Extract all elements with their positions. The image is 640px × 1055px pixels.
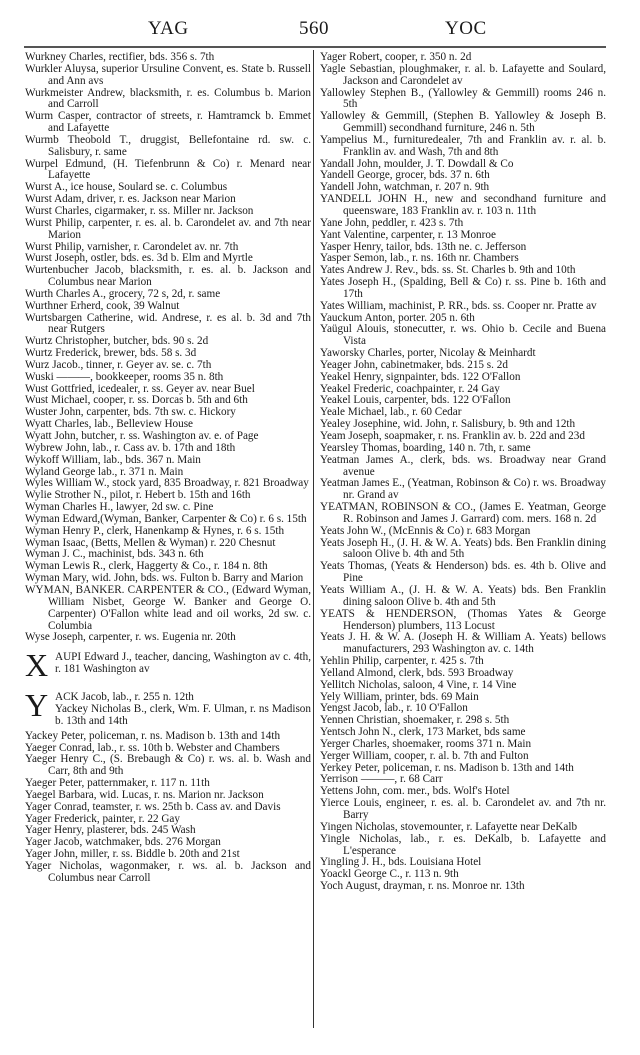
directory-entry: Wyman Lewis R., clerk, Haggerty & Co., r. 184 n. 8th (25, 560, 268, 573)
directory-entry: Wuster John, carpenter, bds. 7th sw. c. Hickory (25, 406, 236, 419)
directory-entry: Yager Frederick, painter, r. 22 Gay (25, 812, 180, 825)
left-column (25, 52, 311, 885)
directory-entry: Yengst Jacob, lab., r. 10 O'Fallon (320, 702, 468, 715)
directory-entry: Yallowley & Gemmill, (Stephen B. Yallowley & Joseph B. Gemmill) secondhand furniture, 246 n. 5th (320, 110, 606, 135)
directory-entry: Yager Robert, cooper, r. 350 n. 2d (320, 51, 472, 63)
directory-entry: Yackey Peter, policeman, r. ns. Madison b. 13th and 14th (25, 729, 281, 742)
directory-entry: Yeager John, cabinetmaker, bds. 215 s. 2d (320, 358, 508, 371)
directory-entry: Wurmb Theobold T., druggist, Bellefontaine rd. sw. c. Salisbury, r. same (25, 133, 311, 158)
directory-entry: Yauckum Anton, porter. 205 n. 6th (320, 311, 475, 324)
directory-entry: Wurtenbucher Jacob, blacksmith, r. es. al. b. Jackson and Columbus near Marion (25, 264, 311, 289)
directory-entry: Yampelius M., furnituredealer, 7th and Franklin av. r. al. b. Franklin av. and Wash, 7th and 8th (320, 133, 606, 158)
directory-entry: Yager Jacob, watchmaker, bds. 276 Morgan (25, 836, 221, 849)
directory-entry: Wyman Mary, wid. John, bds. ws. Fulton b. Barry and Marion (25, 572, 304, 585)
directory-entry: Yant Valentine, carpenter, r. 13 Monroe (320, 228, 496, 241)
directory-entry: Wurthner Erherd, cook, 39 Walnut (25, 299, 180, 312)
directory-entry: Wurpel Edmund, (H. Tiefenbrunn & Co) r. Menard near Lafayette (25, 157, 311, 182)
directory-entry: Yingling J. H., bds. Louisiana Hotel (320, 856, 482, 869)
directory-entry: Wuski ———, bookkeeper, rooms 35 n. 8th (25, 370, 224, 383)
directory-entry: Wyman Henry P., clerk, Hanenkamp & Hynes, r. 6 s. 15th (25, 524, 285, 537)
directory-entry: Wyles William W., stock yard, 835 Broadway, r. 821 Broadway (25, 477, 309, 490)
directory-entry: Wurst Joseph, ostler, bds. es. 3d b. Elm and Myrtle (25, 252, 253, 265)
right-column (320, 52, 606, 893)
directory-entry: Yaeger Henry C., (S. Brebaugh & Co) r. ws. al. b. Wash and Carr, 8th and 9th (25, 753, 311, 778)
directory-entry: Wyman J. C., machinist, bds. 343 n. 6th (25, 548, 204, 561)
directory-entry: Yeakel Frederic, coachpainter, r. 24 Gay (320, 382, 500, 395)
directory-entry: Wurst Philip, carpenter, r. es. al. b. Carondelet av. and 7th near Marion (25, 216, 311, 241)
directory-entry: YEATS & HENDERSON, (Thomas Yates & George Henderson) plumbers, 113 Locust (320, 607, 606, 632)
directory-entry: AUPI Edward J., teacher, dancing, Washington av c. 4th, r. 181 Washington av (55, 651, 311, 676)
directory-entry: YEATMAN, ROBINSON & CO., (James E. Yeatman, George R. Robinson and James J. Garrard) com. mers. 168 n. 2d (320, 501, 606, 525)
directory-entry: Wyman Isaac, (Betts, Mellen & Wyman) r. 220 Chesnut (25, 536, 276, 549)
directory-entry: Yeats Thomas, (Yeats & Henderson) bds. es. 4th b. Olive and Pine (320, 560, 606, 585)
directory-entry: Yehlin Philip, carpenter, r. 425 s. 7th (320, 655, 484, 668)
directory-entry: Yallowley Stephen B., (Yallowley & Gemmill) rooms 246 n. 5th (320, 86, 606, 111)
directory-entry: ACK Jacob, lab., r. 255 n. 12th (55, 691, 194, 704)
directory-entry: WYMAN, BANKER. CARPENTER & CO., (Edward Wyman, William Nisbet, George W. Banker and George O. Carpenter) O'Fallon white lead and oil works, 2d sw. c. Columbia (25, 583, 311, 632)
directory-entry: Yaegel Barbara, wid. Lucas, r. ns. Marion nr. Jackson (25, 788, 264, 801)
directory-entry: Wyland George lab., r. 371 n. Main (25, 465, 184, 478)
directory-entry: Yearsley Thomas, boarding, 140 n. 7th, r. same (320, 441, 531, 454)
directory-entry: Wurtsbargen Catherine, wid. Andrese, r. es al. b. 3d and 7th near Rutgers (25, 311, 311, 336)
w-entries (25, 52, 311, 644)
directory-entry: Yeats William A., (J. H. & W. A. Yeats) bds. Ben Franklin dining saloon Olive b. 4th and 5th (320, 583, 606, 608)
directory-entry: Wust Gottfried, icedealer, r. ss. Geyer av. near Buel (25, 382, 255, 395)
directory-entry: Wurkney Charles, rectifier, bds. 356 s. 7th (25, 51, 215, 63)
directory-entry: Yeakel Henry, signpainter, bds. 122 O'Fallon (320, 370, 521, 383)
directory-entry: Yeats Joseph H., (J. H. & W. A. Yeats) bds. Ben Franklin dining saloon Olive b. 4th and 5th (320, 536, 606, 561)
directory-entry: Yates Andrew J. Rev., bds. ss. St. Charles b. 9th and 10th (320, 264, 576, 277)
column-divider (313, 50, 314, 1028)
section-x (25, 647, 311, 684)
directory-entry: Wurtz Christopher, butcher, bds. 90 s. 2d (25, 335, 209, 348)
directory-entry: Yane John, peddler, r. 423 s. 7th (320, 216, 464, 229)
directory-entry: Wyman Charles H., lawyer, 2d sw. c. Pine (25, 501, 214, 514)
directory-entry: Wyse Joseph, carpenter, r. ws. Eugenia nr. 20th (25, 631, 236, 644)
directory-entry: Wybrew John, lab., r. Cass av. b. 17th and 18th (25, 441, 236, 454)
directory-entry: Wurkmeister Andrew, blacksmith, r. es. Columbus b. Marion and Carroll (25, 86, 311, 111)
directory-entry: Yentsch John N., clerk, 173 Market, bds same (320, 726, 526, 739)
directory-entry: Yettens John, com. mer., bds. Wolf's Hotel (320, 785, 510, 798)
directory-entry: Yeatman James A., clerk, bds. ws. Broadway near Grand avenue (320, 453, 606, 478)
directory-entry: Wurtz Frederick, brewer, bds. 58 s. 3d (25, 347, 197, 360)
directory-entry: Yellitch Nicholas, saloon, 4 Vine, r. 14 Vine (320, 678, 517, 691)
directory-entry: Yealey Josephine, wid. John, r. Salisbury, b. 9th and 12th (320, 418, 576, 431)
directory-entry: Yaworsky Charles, porter, Nicolay & Meinhardt (320, 347, 536, 360)
directory-entry: Yager John, miller, r. ss. Biddle b. 20th and 21st (25, 848, 240, 861)
left-guide-word: YAG (148, 18, 189, 39)
drop-cap-x: X (25, 647, 49, 684)
directory-entry: Yaeger Peter, patternmaker, r. 117 n. 11th (25, 777, 210, 790)
page-number: 560 (299, 18, 329, 39)
directory-entry: Wust Michael, cooper, r. ss. Dorcas b. 5th and 6th (25, 394, 248, 407)
directory-entry: Yasper Henry, tailor, bds. 13th ne. c. Jefferson (320, 240, 527, 253)
drop-cap-y: Y (25, 687, 49, 724)
directory-entry: Yaeger Conrad, lab., r. ss. 10th b. Webster and Chambers (25, 741, 280, 754)
directory-entry: Wyatt John, butcher, r. ss. Washington av. e. of Page (25, 430, 259, 442)
directory-entry: Yerger William, cooper, r. al. b. 7th and Fulton (320, 749, 529, 762)
directory-entry: Yates Joseph H., (Spalding, Bell & Co) r. ss. Pine b. 16th and 17th (320, 276, 606, 300)
directory-entry: Yandell George, grocer, bds. 37 n. 6th (320, 169, 490, 182)
directory-entry: Yates William, machinist, P. RR., bds. ss. Cooper nr. Pratte av (320, 299, 597, 312)
directory-entry: Yierce Louis, engineer, r. es. al. b. Carondelet av. and 7th nr. Barry (320, 797, 606, 821)
directory-entry: Yandell John, watchman, r. 207 n. 9th (320, 181, 490, 194)
directory-entry: Yeatman James E., (Yeatman, Robinson & Co) r. ws. Broadway nr. Grand av (320, 477, 606, 502)
directory-entry: Yandall John, moulder, J. T. Dowdall & Co (320, 157, 514, 170)
directory-entry: Wykoff William, lab., bds. 367 n. Main (25, 453, 201, 466)
directory-entry: Yagle Sebastian, ploughmaker, r. al. b. Lafayette and Soulard, Jackson and Carondelet av (320, 62, 606, 87)
directory-entry: Wyatt Charles, lab., Belleview House (25, 418, 194, 431)
directory-entry: Yoackl George C., r. 113 n. 9th (320, 868, 459, 881)
directory-entry: Yasper Semon, lab., r. ns. 16th nr. Chambers (320, 252, 519, 265)
directory-entry: Yaügul Alouis, stonecutter, r. ws. Ohio b. Cecile and Buena Vista (320, 323, 606, 348)
directory-entry: Yelland Almond, clerk, bds. 593 Broadway (320, 666, 514, 679)
y-entries (25, 731, 311, 885)
directory-entry: Yoch August, drayman, r. ns. Monroe nr. 13th (320, 880, 525, 893)
directory-entry: Wylie Strother N., pilot, r. Hebert b. 15th and 16th (25, 489, 251, 502)
directory-entry: Yingle Nicholas, lab., r. es. DeKalb, b. Lafayette and L'esperance (320, 832, 606, 857)
directory-entry: Yackey Nicholas B., clerk, Wm. F. Ulman, r. ns Madison b. 13th and 14th (55, 703, 311, 727)
directory-entry: YANDELL JOHN H., new and secondhand furniture and queensware, 183 Franklin av. r. 103 n. 11th (320, 193, 606, 217)
section-y (25, 687, 311, 728)
directory-entry: Yingen Nicholas, stovemounter, r. Lafayette near DeKalb (320, 820, 578, 833)
directory-entry: Yennen Christian, shoemaker, r. 298 s. 5th (320, 714, 510, 727)
directory-entry: Wurst Adam, driver, r. es. Jackson near Marion (25, 193, 236, 206)
header-rule (24, 46, 606, 48)
directory-entry: Yerrison ———, r. 68 Carr (320, 773, 443, 786)
directory-entry: Wurz Jacob., tinner, r. Geyer av. se. c. 7th (25, 358, 212, 371)
directory-entry: Yeats John W., (McEnnis & Co) r. 683 Morgan (320, 524, 531, 537)
directory-entry: Wurst Charles, cigarmaker, r. ss. Miller nr. Jackson (25, 204, 254, 217)
directory-entry: Yeale Michael, lab., r. 60 Cedar (320, 406, 462, 419)
directory-entry: Wurst Philip, varnisher, r. Carondelet av. nr. 7th (25, 240, 239, 253)
directory-entry: Wurm Casper, contractor of streets, r. Hamtramck b. Emmet and Lafayette (25, 110, 311, 135)
directory-entry: Yerger Charles, shoemaker, rooms 371 n. Main (320, 737, 532, 750)
directory-entry: Yeats J. H. & W. A. (Joseph H. & William A. Yeats) bellows manufacturers, 293 Washington av. c. 14th (320, 631, 606, 656)
directory-entry: Yager Conrad, teamster, r. ws. 25th b. Cass av. and Davis (25, 800, 281, 813)
directory-entry: Wurkler Aluysa, superior Ursuline Convent, es. State b. Russell and Ann avs (25, 62, 311, 87)
directory-entry: Yely William, printer, bds. 69 Main (320, 690, 479, 703)
directory-entry: Yeam Joseph, soapmaker, r. ns. Franklin av. b. 22d and 23d (320, 430, 585, 442)
directory-entry: Wurth Charles A., grocery, 72 s, 2d, r. same (25, 287, 221, 300)
directory-entry: Wurst A., ice house, Soulard se. c. Columbus (25, 181, 228, 194)
right-guide-word: YOC (445, 18, 487, 39)
directory-entry: Wyman Edward,(Wyman, Banker, Carpenter & Co) r. 6 s. 15th (25, 512, 307, 525)
directory-entry: Yager Nicholas, wagonmaker, r. ws. al. b. Jackson and Columbus near Carroll (25, 860, 311, 884)
directory-entry: Yerkey Peter, policeman, r. ns. Madison b. 13th and 14th (320, 761, 574, 774)
directory-entry: Yager Henry, plasterer, bds. 245 Wash (25, 824, 196, 837)
directory-entry: Yeakel Louis, carpenter, bds. 122 O'Fallon (320, 394, 511, 407)
